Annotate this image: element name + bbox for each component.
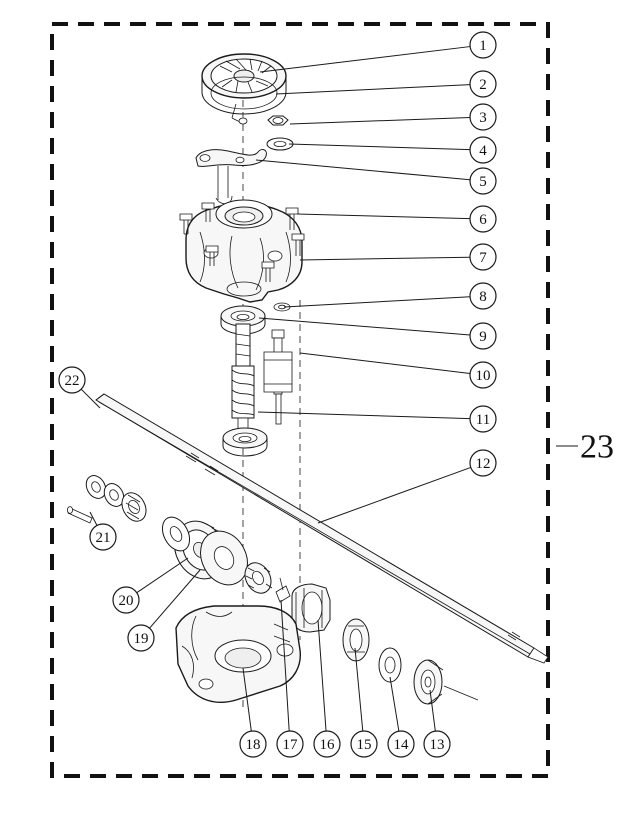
assembly-callout	[556, 429, 614, 466]
drive-pulley	[202, 54, 286, 124]
callout-21[interactable]	[90, 512, 116, 550]
callout-label-19: 19	[133, 631, 149, 647]
callout-label-22: 22	[64, 373, 80, 389]
lower-gear-housing	[176, 606, 300, 702]
assembly-label: 23	[580, 428, 614, 466]
callout-label-6: 6	[479, 212, 487, 228]
callout-leader-9	[259, 318, 470, 335]
callout-16[interactable]	[314, 620, 340, 757]
callout-label-7: 7	[479, 250, 487, 266]
callout-leader-12	[318, 467, 471, 523]
shift-rod	[264, 330, 292, 424]
callout-14[interactable]	[388, 677, 414, 757]
callout-leader-16	[318, 620, 326, 731]
callout-leader-7	[300, 257, 470, 260]
bearing-13	[414, 660, 478, 704]
callout-15[interactable]	[351, 648, 377, 757]
callout-label-21: 21	[95, 530, 111, 546]
callout-leader-2	[276, 85, 470, 94]
callout-label-3: 3	[479, 110, 487, 126]
callout-12[interactable]	[318, 450, 496, 523]
callout-leader-1	[260, 47, 470, 72]
clutch-collar	[292, 584, 330, 632]
callout-20[interactable]	[113, 558, 188, 613]
callout-leader-20	[137, 558, 188, 593]
callout-label-12: 12	[475, 456, 491, 472]
callout-11[interactable]	[258, 406, 496, 432]
callout-label-8: 8	[479, 289, 487, 305]
callout-label-20: 20	[118, 593, 134, 609]
callout-2[interactable]	[276, 71, 496, 97]
mounting-bracket	[196, 149, 266, 203]
callout-leader-6	[297, 214, 470, 219]
upper-gear-housing	[180, 200, 304, 302]
callout-3[interactable]	[290, 104, 496, 130]
callout-7[interactable]	[300, 244, 496, 270]
callout-label-10: 10	[475, 368, 491, 384]
callout-label-15: 15	[356, 737, 372, 753]
callout-label-17: 17	[282, 737, 298, 753]
callout-label-5: 5	[479, 174, 487, 190]
callout-5[interactable]	[256, 160, 496, 194]
callout-6[interactable]	[297, 206, 496, 232]
callout-4[interactable]	[289, 137, 496, 163]
callout-leader-5	[256, 160, 470, 180]
callout-label-1: 1	[479, 38, 487, 54]
roll-pin	[67, 507, 92, 523]
callout-leader-14	[390, 677, 399, 731]
callout-label-2: 2	[479, 77, 487, 93]
callout-leader-11	[258, 412, 470, 419]
callout-label-16: 16	[319, 737, 335, 753]
callout-22[interactable]	[59, 367, 100, 408]
callout-10[interactable]	[300, 353, 496, 388]
callout-leader-3	[290, 117, 470, 124]
callout-label-4: 4	[479, 143, 487, 159]
callout-leader-4	[289, 144, 470, 150]
lower-bearing	[223, 428, 267, 456]
hex-nut	[268, 116, 288, 125]
callout-leader-10	[300, 353, 470, 373]
washer-14	[379, 648, 401, 682]
callout-leader-8	[284, 297, 470, 307]
callout-1[interactable]	[260, 32, 496, 72]
callout-label-14: 14	[393, 737, 409, 753]
callout-9[interactable]	[259, 318, 496, 349]
worm-gear-shaft	[232, 324, 254, 430]
drive-gear	[157, 512, 257, 593]
callout-label-9: 9	[479, 329, 487, 345]
callout-label-18: 18	[245, 737, 261, 753]
callout-8[interactable]	[284, 283, 496, 309]
callout-label-13: 13	[429, 737, 445, 753]
callout-label-11: 11	[475, 412, 491, 428]
